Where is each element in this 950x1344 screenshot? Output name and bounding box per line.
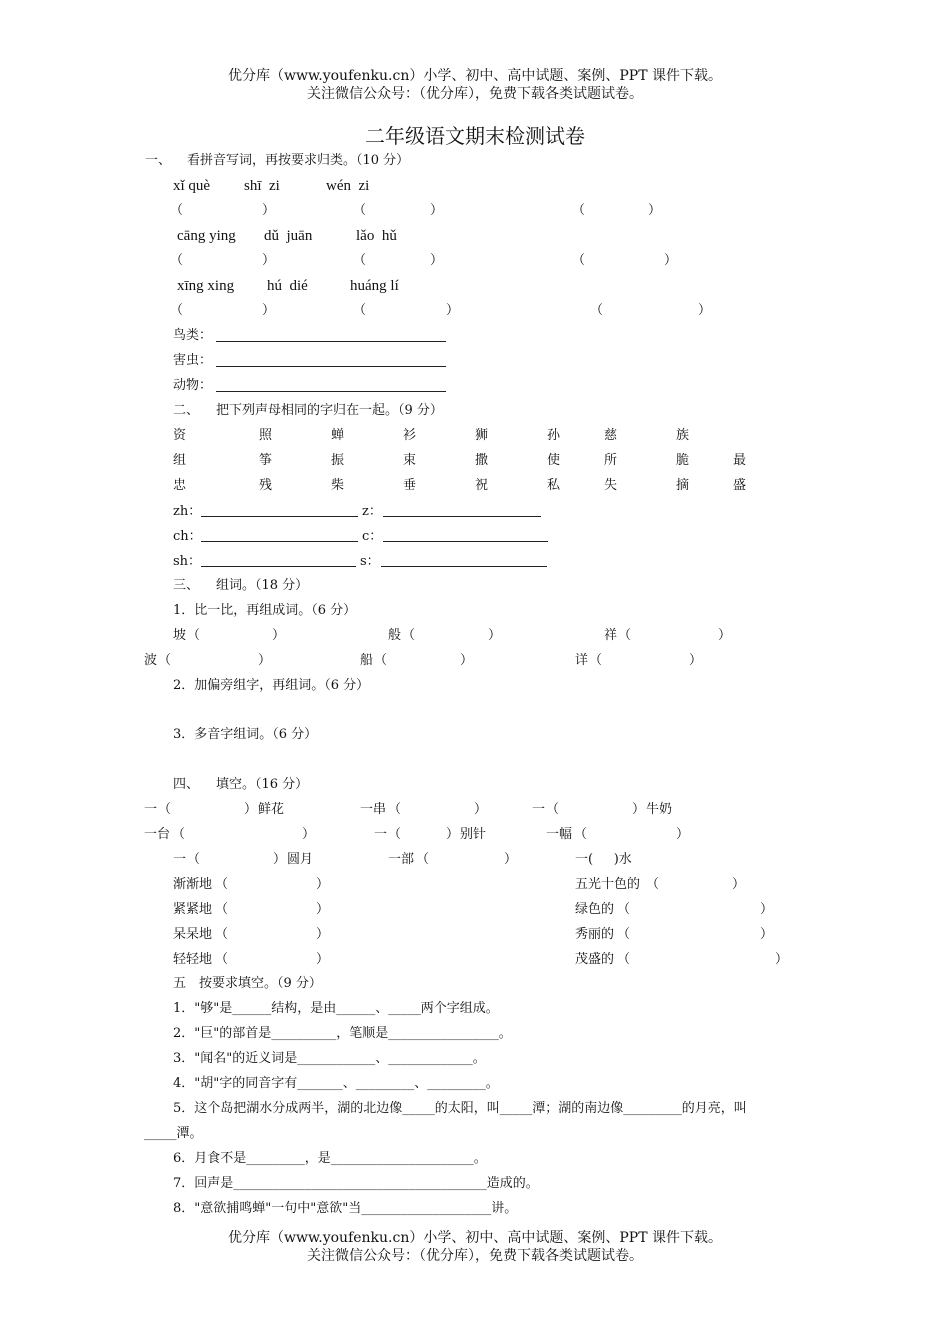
fill-item: 7．回声是_______________________________________造成的。 [173, 1176, 539, 1191]
blank-close: ） [316, 952, 330, 967]
grid-character: 族 [676, 428, 690, 443]
section-5-heading: 五 按要求填空。（9 分） [173, 976, 322, 991]
blank-close: ） [430, 253, 444, 268]
footer-line-1: 优分库（www.youfenku.cn）小学、初中、高中试题、案例、PPT 课件下载。 [227, 1230, 722, 1246]
adverb: 呆呆地 [173, 927, 213, 942]
blank-open: （ [172, 827, 186, 842]
grid-character: 资 [173, 428, 187, 443]
blank-open: （ [546, 802, 560, 817]
section-3-number: 三、 [173, 578, 200, 593]
grid-character: 垂 [403, 478, 417, 493]
blank-open: （ [617, 927, 631, 942]
compare-char: 坡 [173, 628, 187, 643]
blank-close: ） [446, 303, 460, 318]
blank-open: （ [572, 203, 586, 218]
adverb: 紧紧地 [173, 902, 213, 917]
blank-close: ） [258, 653, 272, 668]
blank-close: ） [760, 902, 774, 917]
adverb: 渐渐地 [173, 877, 213, 892]
blank-close: ） [689, 653, 703, 668]
initial-label: ch： [173, 529, 202, 544]
blank-close: ） [262, 203, 276, 218]
blank-open: （ [416, 852, 430, 867]
blank-close: ） [272, 628, 286, 643]
grid-character: 照 [259, 428, 273, 443]
blank-open: （ [617, 952, 631, 967]
blank-open: （ [353, 303, 367, 318]
answer-line[interactable] [216, 366, 446, 367]
blank-close: ） [718, 628, 732, 643]
category-label: 害虫： [173, 353, 213, 368]
fill-word: 一部 [388, 852, 415, 867]
pinyin: dǔ juān [264, 228, 313, 244]
grid-character: 蝉 [331, 428, 345, 443]
blank-close: ） [664, 253, 678, 268]
grid-character: 使 [547, 453, 561, 468]
compare-char: 波 [144, 653, 158, 668]
fill-word: 一台 [144, 827, 171, 842]
question-2: 2．加偏旁组字，再组词。（6 分） [173, 678, 370, 693]
fill-item: 6．月食不是_________，是______________________。 [173, 1151, 487, 1166]
adjective: 绿色的 [575, 902, 615, 917]
measure-yi: 一 [532, 802, 546, 817]
blank-open: （ [215, 927, 229, 942]
fill-word: 一串 [360, 802, 387, 817]
initial-label: c： [362, 529, 383, 544]
category-label: 鸟类： [173, 328, 213, 343]
blank-open: （ [170, 203, 184, 218]
pinyin: shī zi [244, 178, 280, 194]
compare-char: 祥 [604, 628, 618, 643]
pinyin: xīng xing [177, 278, 235, 294]
blank-open: （ [618, 628, 632, 643]
measure-yi: 一 [144, 802, 158, 817]
question-1: 1．比一比，再组成词。（6 分） [173, 603, 357, 618]
blank-open: （ [170, 253, 184, 268]
grid-character: 慈 [604, 428, 618, 443]
section-2-number: 二、 [173, 403, 200, 418]
fill-item: 8．"意欲捕鸣蝉"一句中"意欲"当____________________讲。 [173, 1201, 518, 1216]
question-3: 3．多音字组词。（6 分） [173, 727, 318, 742]
grid-character: 私 [547, 478, 561, 493]
fill-item: 5．这个岛把湖水分成两半，湖的北边像_____的太阳，叫_____潭；湖的南边像_________的月亮，叫 [173, 1101, 747, 1116]
pinyin: cāng ying [177, 228, 236, 244]
header-line-2: 关注微信公众号：（优分库），免费下载各类试题试卷。 [307, 86, 643, 102]
grid-character: 振 [331, 453, 345, 468]
blank-close: ） [446, 827, 460, 842]
grid-character: 狮 [475, 428, 489, 443]
blank-open: （ [158, 653, 172, 668]
measure-yi: 一 [173, 852, 187, 867]
blank-open: （ [388, 802, 402, 817]
fill-item: 4．"胡"字的同音字有_______、_________、_________。 [173, 1076, 499, 1091]
answer-line[interactable] [201, 541, 358, 542]
section-1-number: 一、 [145, 153, 172, 168]
initial-label: sh： [173, 554, 202, 569]
initial-label: z： [362, 504, 382, 519]
compare-char: 船 [360, 653, 374, 668]
blank-close: ） [698, 303, 712, 318]
blank-open: （ [574, 827, 588, 842]
answer-line[interactable] [381, 566, 547, 567]
category-label: 动物： [173, 378, 213, 393]
blank-close: ） [488, 628, 502, 643]
blank-open: （ [388, 827, 402, 842]
blank-open: （ [215, 902, 229, 917]
blank-open: （ [402, 628, 416, 643]
grid-character: 筝 [259, 453, 273, 468]
adjective: 五光十色的 [575, 877, 641, 892]
blank-close: ） [430, 203, 444, 218]
section-2-heading: 把下列声母相同的字归在一起。（9 分） [216, 403, 443, 418]
pinyin: wén zi [326, 178, 370, 194]
blank-close: ） [632, 802, 646, 817]
blank-close: ） [676, 827, 690, 842]
initial-label: s： [360, 554, 380, 569]
answer-line[interactable] [216, 391, 446, 392]
blank-open: （ [589, 653, 603, 668]
blank-open: （ [170, 303, 184, 318]
grid-character: 所 [604, 453, 618, 468]
grid-character: 失 [604, 478, 618, 493]
blank-open: （ [590, 303, 604, 318]
blank-close: ） [262, 303, 276, 318]
grid-character: 孙 [547, 428, 561, 443]
answer-line[interactable] [216, 341, 446, 342]
blank-close: ） [316, 902, 330, 917]
blank-open: （ [158, 802, 172, 817]
fill-word: 一( )水 [575, 852, 632, 867]
adjective: 秀丽的 [575, 927, 615, 942]
footer-line-2: 关注微信公众号：（优分库），免费下载各类试题试卷。 [307, 1248, 643, 1264]
blank-open: （ [353, 203, 367, 218]
pinyin: hú dié [267, 278, 308, 294]
compare-char: 详 [575, 653, 589, 668]
header-line-1: 优分库（www.youfenku.cn）小学、初中、高中试题、案例、PPT 课件下载。 [227, 68, 722, 84]
grid-character: 盛 [733, 478, 747, 493]
grid-character: 残 [259, 478, 273, 493]
blank-close: ） [775, 952, 789, 967]
adjective: 茂盛的 [575, 952, 615, 967]
blank-close: ） [316, 877, 330, 892]
blank-open: （ [187, 852, 201, 867]
answer-line[interactable] [383, 541, 548, 542]
blank-open: （ [187, 628, 201, 643]
grid-character: 忠 [173, 478, 187, 493]
grid-character: 衫 [403, 428, 417, 443]
fill-item-continued: _____潭。 [144, 1126, 203, 1141]
compare-char: 般 [388, 628, 402, 643]
blank-open: （ [374, 653, 388, 668]
blank-close: ） [460, 653, 474, 668]
grid-character: 脆 [676, 453, 690, 468]
blank-open: （ [215, 877, 229, 892]
section-1-heading: 看拼音写词，再按要求归类。（10 分） [187, 153, 410, 168]
answer-line[interactable] [201, 516, 358, 517]
blank-close: ） [244, 802, 258, 817]
pinyin: lǎo hǔ [356, 228, 397, 244]
initial-label: zh： [173, 504, 202, 519]
blank-open: （ [215, 952, 229, 967]
blank-open: （ [646, 877, 660, 892]
adverb: 轻轻地 [173, 952, 213, 967]
pinyin: huáng lí [350, 278, 399, 294]
answer-line[interactable] [201, 566, 356, 567]
grid-character: 摘 [676, 478, 690, 493]
answer-line[interactable] [383, 516, 541, 517]
blank-open: （ [572, 253, 586, 268]
grid-character: 最 [733, 453, 747, 468]
fill-word: 圆月 [287, 852, 314, 867]
fill-item: 3．"闻名"的近义词是____________、_____________。 [173, 1051, 486, 1066]
fill-word: 鲜花 [258, 802, 285, 817]
fill-item: 1．"够"是______结构，是由______、_____两个字组成。 [173, 1001, 499, 1016]
blank-close: ） [732, 877, 746, 892]
page-title: 二年级语文期末检测试卷 [365, 124, 585, 148]
blank-open: （ [353, 253, 367, 268]
section-4-number: 四、 [173, 777, 200, 792]
section-3-heading: 组词。（18 分） [216, 578, 309, 593]
blank-close: ） [474, 802, 488, 817]
blank-close: ） [262, 253, 276, 268]
blank-close: ） [760, 927, 774, 942]
pinyin: xǐ què [173, 178, 211, 194]
fill-word: 一幅 [546, 827, 573, 842]
blank-close: ） [273, 852, 287, 867]
blank-close: ） [504, 852, 518, 867]
blank-close: ） [316, 927, 330, 942]
fill-word: 别针 [460, 827, 487, 842]
grid-character: 祝 [475, 478, 489, 493]
blank-close: ） [648, 203, 662, 218]
section-4-heading: 填空。（16 分） [216, 777, 309, 792]
blank-close: ） [302, 827, 316, 842]
measure-yi: 一 [374, 827, 388, 842]
grid-character: 组 [173, 453, 187, 468]
grid-character: 柴 [331, 478, 345, 493]
blank-open: （ [617, 902, 631, 917]
grid-character: 束 [403, 453, 417, 468]
fill-word: 牛奶 [646, 802, 673, 817]
fill-item: 2．"巨"的部首是__________，笔顺是_________________。 [173, 1026, 512, 1041]
grid-character: 撒 [475, 453, 489, 468]
